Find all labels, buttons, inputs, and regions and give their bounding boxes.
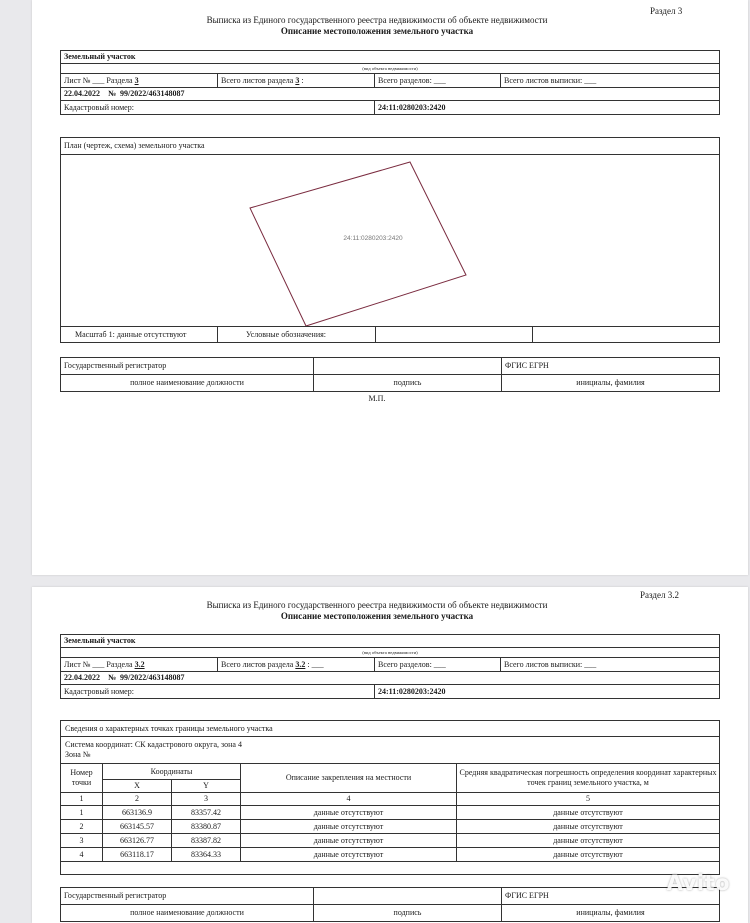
initials-caption: инициалы, фамилия	[502, 905, 720, 922]
document-title-line2: Описание местоположения земельного участка	[280, 26, 474, 36]
section-mark: Раздел 3	[650, 6, 683, 16]
document-title-line1: Выписка из Единого государственного реестра недвижимости об объекте недвижимости	[206, 15, 548, 25]
table-row: 4 663118.17 83364.33 данные отсутствуют данные отсутствуют	[61, 848, 720, 862]
col-y: Y	[172, 780, 241, 793]
total-sheets-section-label: Всего листов раздела	[221, 75, 294, 85]
object-type: Земельный участок	[61, 635, 720, 648]
number-sign: №	[108, 89, 117, 98]
cadastral-label: Кадастровый номер:	[61, 685, 375, 699]
col-error: Средняя квадратическая погрешность определения координат характерных точек границ земельного участка, м	[457, 764, 720, 793]
cadastral-number: 24:11:0280203:2420	[375, 685, 720, 699]
table-row: 1 663136.9 83357.42 данные отсутствуют данные отсутствуют	[61, 806, 720, 820]
points-title: Сведения о характерных точках границы земельного участка	[61, 721, 719, 737]
zone-label: Зона №	[65, 750, 91, 759]
plan-footer	[61, 326, 719, 342]
position-caption: полное наименование должности	[61, 905, 314, 922]
parcel-plan-drawing	[61, 138, 721, 344]
position-caption: полное наименование должности	[61, 375, 314, 392]
number-sign: №	[108, 673, 117, 682]
signature-caption: подпись	[314, 375, 502, 392]
section-number: 3	[134, 75, 139, 85]
document-title-line2: Описание местоположения земельного участка	[280, 611, 474, 621]
cadastral-label: Кадастровый номер:	[61, 101, 375, 115]
total-sheets-section-cell: Всего листов раздела 3 :	[218, 74, 375, 88]
col-coordinates: Координаты	[103, 764, 241, 780]
total-sheets-section-label: Всего листов раздела	[221, 659, 294, 669]
extract-sheet-section-3	[32, 0, 748, 575]
boundary-points-box	[60, 720, 720, 875]
legend-label: Условные обозначения:	[218, 327, 376, 342]
document-title	[32, 600, 722, 622]
total-sections: Всего разделов: ___	[375, 74, 501, 88]
cadastral-number: 24:11:0280203:2420	[375, 101, 720, 115]
section-number: 3.2	[134, 659, 145, 669]
header-table	[60, 50, 720, 115]
plan-label: План (чертеж, схема) земельного участка	[64, 141, 205, 150]
avito-watermark: Avito	[666, 871, 730, 895]
sheet-number-cell	[61, 74, 218, 88]
fgis-label: ФГИС ЕГРН	[502, 358, 720, 375]
coordinate-system: Система координат: СК кадастрового округа, зона 4	[65, 740, 242, 749]
extract-sheet-section-3-2	[32, 587, 748, 923]
date-number-cell	[61, 88, 720, 101]
registrar-signature-table	[60, 887, 720, 922]
total-sheets-extract: Всего листов выписки: ___	[501, 658, 720, 672]
plan-box	[60, 137, 720, 343]
col-fixing-description: Описание закрепления на местности	[241, 764, 457, 793]
total-sheets-extract: Всего листов выписки: ___	[501, 74, 720, 88]
sheet-number-cell	[61, 658, 218, 672]
header-table	[60, 634, 720, 699]
table-row: 2 663145.57 83380.87 данные отсутствуют данные отсутствуют	[61, 820, 720, 834]
total-sheets-section-value: 3	[295, 75, 300, 85]
parcel-boundary	[250, 162, 466, 326]
object-type: Земельный участок	[61, 51, 720, 64]
object-type-caption: (вид объекта недвижимости)	[61, 64, 720, 74]
table-row: 3 663126.77 83387.82 данные отсутствуют данные отсутствуют	[61, 834, 720, 848]
document-title	[32, 15, 722, 37]
registrar-label: Государственный регистратор	[61, 358, 314, 375]
total-sheets-section-value: 3.2	[295, 659, 306, 669]
section-mark: Раздел 3.2	[640, 590, 679, 600]
col-x: X	[103, 780, 172, 793]
seal-place-label: М.П.	[368, 394, 386, 403]
extract-date: 22.04.2022	[64, 89, 100, 98]
signature-caption: подпись	[314, 905, 502, 922]
registrar-label: Государственный регистратор	[61, 888, 314, 905]
sheet-number-label: Лист № ___ Раздела	[64, 659, 133, 669]
document-title-line1: Выписка из Единого государственного реестра недвижимости об объекте недвижимости	[206, 600, 548, 610]
registrar-signature-table	[60, 357, 720, 392]
extract-date: 22.04.2022	[64, 673, 100, 682]
total-sheets-section-cell: Всего листов раздела 3.2 : ___	[218, 658, 375, 672]
boundary-points-table	[60, 763, 720, 862]
extract-number: 99/2022/463148087	[120, 673, 185, 682]
object-type-caption: (вид объекта недвижимости)	[61, 648, 720, 658]
sheet-number-label: Лист № ___ Раздела	[64, 75, 133, 85]
total-sections: Всего разделов: ___	[375, 658, 501, 672]
extract-number: 99/2022/463148087	[120, 89, 185, 98]
parcel-label: 24:11:0280203:2420	[343, 235, 403, 242]
scale-label: Масштаб 1: данные отсутствуют	[61, 327, 218, 342]
fgis-label: ФГИС ЕГРН	[502, 888, 720, 905]
initials-caption: инициалы, фамилия	[502, 375, 720, 392]
col-point-number: Номер точки	[61, 764, 103, 793]
date-number-cell	[61, 672, 720, 685]
column-numbers-row: 1 2 3 4 5	[61, 793, 720, 806]
